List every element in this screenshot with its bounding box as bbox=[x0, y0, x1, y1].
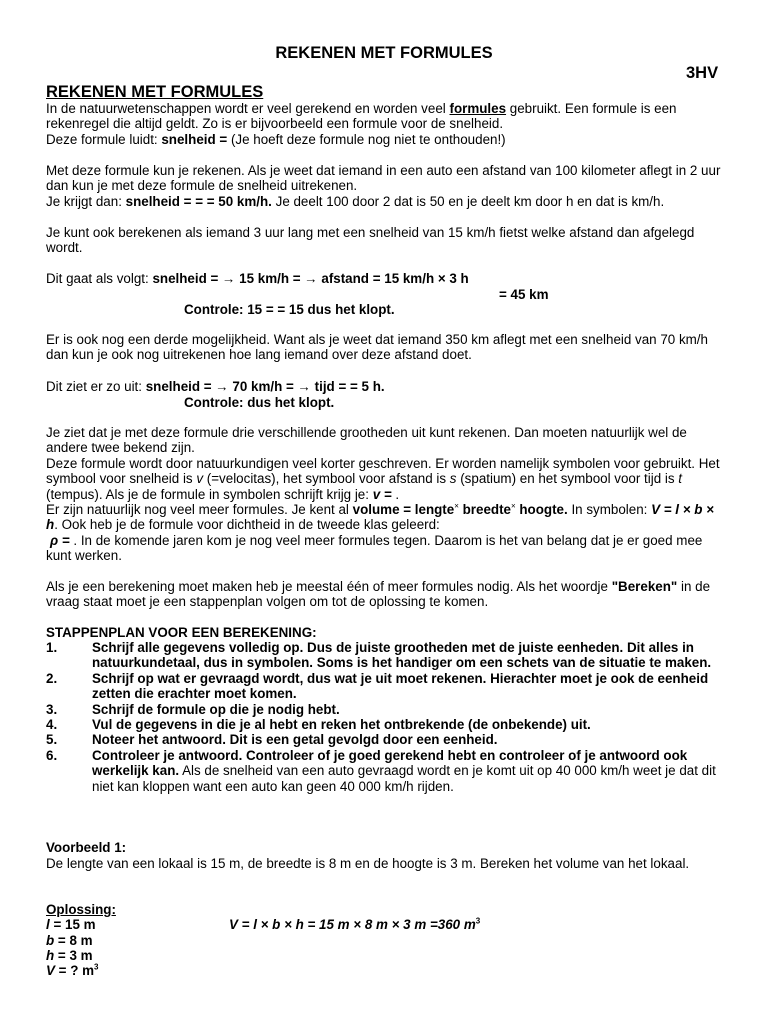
times-symbol: × bbox=[454, 501, 459, 511]
step-number: 2. bbox=[46, 670, 58, 686]
paragraph-intro bbox=[46, 101, 726, 147]
paragraph-symbols bbox=[46, 425, 726, 564]
formula-snelheid: snelheid = bbox=[161, 131, 228, 147]
steps-list bbox=[46, 640, 726, 794]
volume-calculation bbox=[229, 917, 480, 932]
control-time: Controle: dus het klopt. bbox=[184, 395, 335, 410]
step-text: Vul de gegevens in die je al hebt en reken het ontbrekende (de onbekende) uit. bbox=[92, 717, 591, 733]
text-line: Met deze formule kun je rekenen. Als je weet dat iemand in een auto een afstand van 100 kilometer aflegt in 2 uur dan kun je met deze formule de snelheid uitrekenen. bbox=[46, 163, 721, 194]
calc-text: V = l × b × h = 15 m × 8 m × 3 m =360 m bbox=[229, 917, 476, 932]
symbol-s: s bbox=[449, 471, 457, 487]
symbol-v: v bbox=[196, 471, 204, 487]
step-item bbox=[46, 702, 726, 717]
steps-title: STAPPENPLAN VOOR EEN BEREKENING: bbox=[46, 625, 317, 640]
control-distance: Controle: 15 = = 15 dus het klopt. bbox=[184, 302, 395, 317]
formula-distance: snelheid = → 15 km/h = → afstand = 15 km/h × 3 h bbox=[152, 271, 469, 286]
symbol-t: t bbox=[678, 471, 683, 487]
text-span: (spatium) en het symbool voor tijd is bbox=[456, 471, 679, 487]
step-text: Controleer je antwoord. Controleer of je goed gerekend hebt en controleer of je antwoord ook werkelijk kan. bbox=[92, 747, 688, 779]
step-text: Schrijf alle gegevens volledig op. Dus de juiste grootheden met de juiste eenheden. Dit alles in natuurkundetaal, dus in symbolen. Soms is het handiger om een schets van de situatie te maken. bbox=[92, 640, 712, 671]
text-span: Je krijgt dan: bbox=[46, 193, 126, 209]
step-number: 6. bbox=[46, 747, 58, 763]
exponent: 3 bbox=[475, 916, 481, 926]
text-span: (Je hoeft deze formule nog niet te onthouden!) bbox=[227, 131, 506, 147]
bereken-term: "Bereken" bbox=[611, 579, 678, 594]
text-span: Deze formule wordt door natuurkundigen veel korter geschreven. Er worden namelijk symbolen voor gebruikt. Het symbool voor snelheid is bbox=[46, 455, 720, 487]
example-title: Voorbeeld 1: bbox=[46, 840, 127, 855]
text-span: Dit ziet er zo uit: bbox=[46, 379, 146, 394]
text-span: Dit gaat als volgt: bbox=[46, 271, 153, 286]
given-width bbox=[46, 933, 93, 948]
text-line: De lengte van een lokaal is 15 m, de breedte is 8 m en de hoogte is 3 m. Bereken het volume van het lokaal. bbox=[46, 856, 690, 871]
formula-v: v = bbox=[372, 486, 392, 502]
step-number: 4. bbox=[46, 717, 58, 733]
example-text bbox=[46, 856, 726, 871]
text-line: Je kunt ook berekenen als iemand 3 uur lang met een snelheid van 15 km/h fietst welke afstand dan afgelegd wordt. bbox=[46, 225, 695, 256]
formula-result: snelheid = = = 50 km/h. bbox=[125, 193, 272, 209]
step-number: 1. bbox=[46, 640, 58, 655]
asked-volume bbox=[46, 963, 98, 978]
formula-volume: hoogte. bbox=[515, 502, 568, 518]
text-span: In symbolen: bbox=[567, 502, 652, 518]
calc-line-distance bbox=[46, 271, 469, 286]
distance-result: = 45 km bbox=[499, 287, 549, 302]
value-v: = ? m bbox=[54, 963, 95, 978]
section-heading: REKENEN MET FORMULES bbox=[46, 83, 264, 101]
text-span: Als je een berekening moet maken heb je meestal één of meer formules nodig. Als het woordje bbox=[46, 579, 612, 594]
text-span: in de vraag staat moet je een stappenplan volgen om tot de oplossing te komen. bbox=[46, 579, 711, 610]
text-span: Deze formule luidt: bbox=[46, 131, 162, 147]
step-text: Schrijf op wat er gevraagd wordt, dus wat je uit moet rekenen. Hierachter moet je ook de eenheid zetten die erachter moet komen. bbox=[92, 670, 709, 702]
step-text-normal: Als de snelheid van een auto gevraagd wordt en je komt uit op 40 000 km/h weet je dat dit niet kan kloppen want een auto kan geen 40 000 km/h rijden. bbox=[92, 763, 716, 794]
formula-density: ρ = bbox=[50, 532, 70, 548]
text-span: Je deelt 100 door 2 dat is 50 en je deelt km door h en dat is km/h. bbox=[271, 193, 665, 209]
step-item bbox=[46, 748, 726, 794]
step-text: Schrijf de formule op die je nodig hebt. bbox=[92, 701, 340, 717]
value-l: = 15 m bbox=[49, 917, 96, 932]
exponent: 3 bbox=[94, 962, 99, 972]
text-span: . Ook heb je de formule voor dichtheid in de tweede klas geleerd: bbox=[54, 517, 440, 533]
text-span: . In de komende jaren kom je nog veel meer formules tegen. Daarom is het van belang dat je er goed mee kunt werken. bbox=[46, 532, 703, 564]
text-line: Je ziet dat je met deze formule drie verschillende grootheden uit kunt rekenen. Dan moeten natuurlijk wel de andere twee bekend zijn. bbox=[46, 425, 687, 456]
value-b: = 8 m bbox=[54, 933, 93, 948]
calc-line-time bbox=[46, 379, 385, 394]
step-number: 3. bbox=[46, 701, 58, 717]
given-height bbox=[46, 948, 93, 963]
solution-title: Oplossing: bbox=[46, 902, 116, 917]
grade-label: 3HV bbox=[686, 64, 719, 82]
text-span: . bbox=[391, 486, 400, 502]
text-span: Er zijn natuurlijk nog veel meer formules. Je kent al bbox=[46, 502, 353, 518]
paragraph-distance bbox=[46, 225, 726, 256]
paragraph-example-speed bbox=[46, 163, 726, 209]
times-symbol: × bbox=[510, 501, 516, 511]
symbol-h: h bbox=[46, 948, 55, 963]
step-text: Noteer het antwoord. Dit is een getal gevolgd door een eenheid. bbox=[92, 732, 498, 748]
formula-volume: breedte bbox=[458, 502, 511, 518]
text-span: (=velocitas), het symbool voor afstand is bbox=[203, 471, 450, 487]
text-span: gebruikt. Een formule is een rekenregel die altijd geldt. Zo is er bijvoorbeeld een formule voor de snelheid. bbox=[46, 101, 677, 132]
symbol-v: V bbox=[46, 963, 55, 978]
step-item bbox=[46, 640, 726, 671]
step-item bbox=[46, 732, 726, 747]
symbol-l: l bbox=[46, 917, 50, 932]
paragraph-bereken bbox=[46, 579, 726, 610]
page-title: REKENEN MET FORMULES bbox=[275, 44, 493, 62]
step-item bbox=[46, 717, 726, 732]
given-length bbox=[46, 917, 96, 932]
text-span: (tempus). Als je de formule in symbolen schrijft krijg je: bbox=[46, 486, 373, 502]
formula-volume: volume = lengte bbox=[352, 502, 455, 518]
text-span: In de natuurwetenschappen wordt er veel gerekend en worden veel bbox=[46, 101, 450, 116]
text-line: Er is ook nog een derde mogelijkheid. Want als je weet dat iemand 350 km aflegt met een snelheid van 70 km/h dan kun je ook nog uitrekenen hoe lang iemand over deze afstand doet. bbox=[46, 332, 708, 363]
step-number: 5. bbox=[46, 732, 58, 748]
paragraph-time bbox=[46, 332, 726, 363]
step-item bbox=[46, 671, 726, 702]
symbol-b: b bbox=[46, 933, 55, 948]
formula-volume-symbols: V = l × b × h bbox=[46, 502, 714, 533]
value-h: = 3 m bbox=[54, 948, 93, 963]
formula-time: snelheid = → 70 km/h = → tijd = = 5 h. bbox=[145, 379, 385, 394]
formules-term: formules bbox=[449, 101, 507, 116]
